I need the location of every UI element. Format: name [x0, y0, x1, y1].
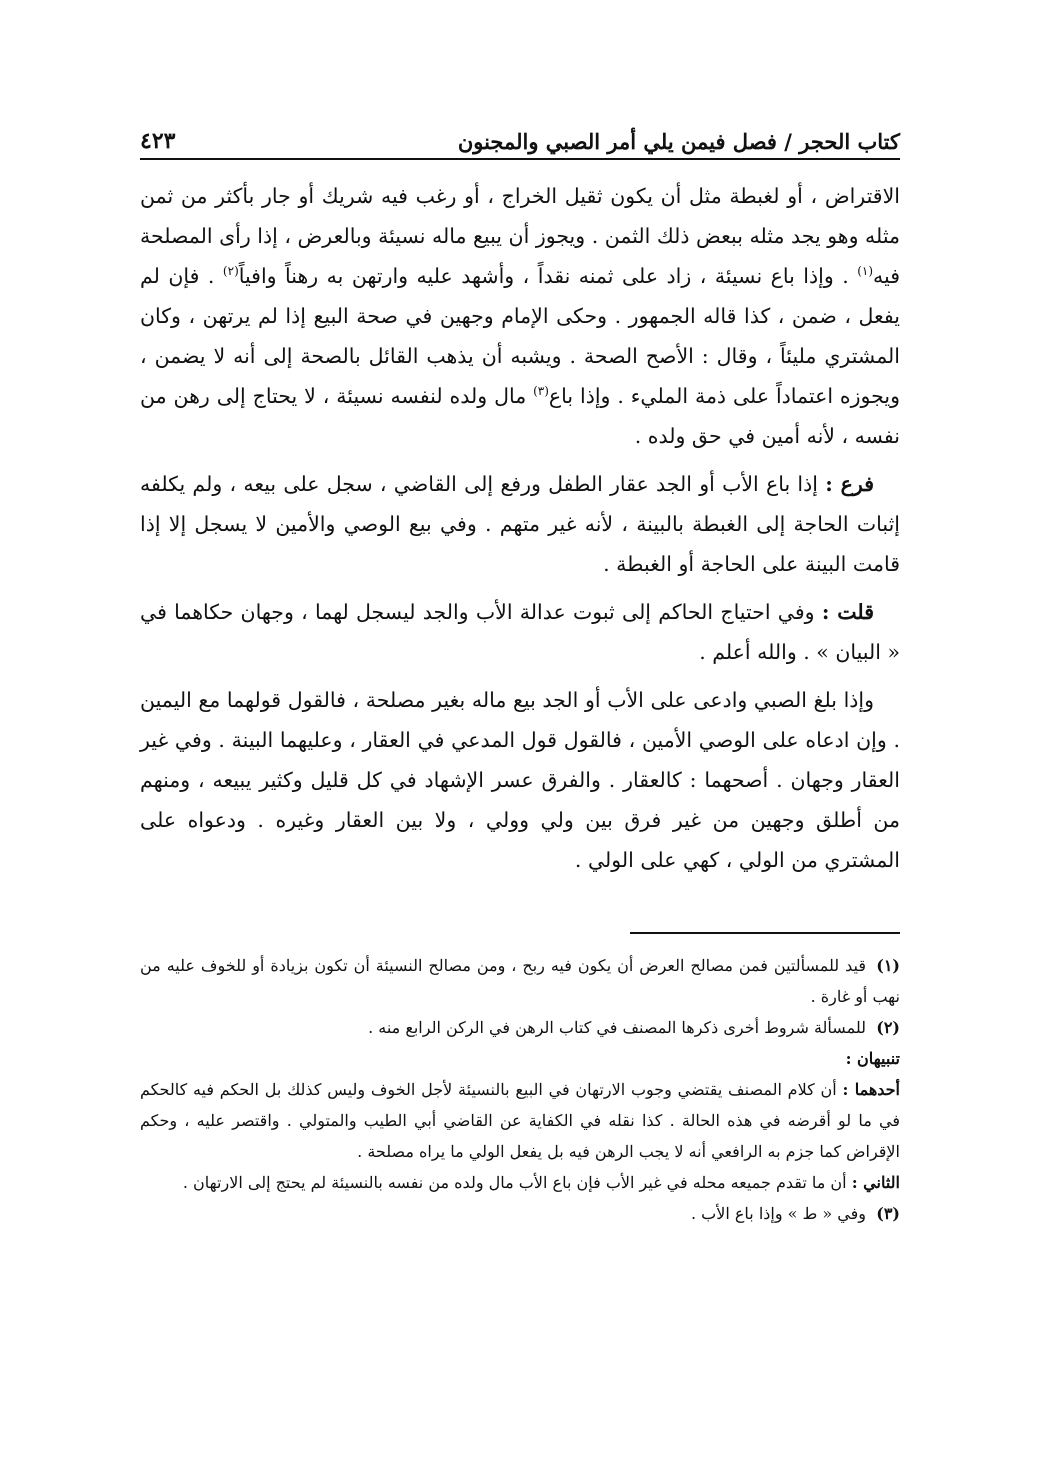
running-title: كتاب الحجر / فصل فيمن يلي أمر الصبي والمجنون — [457, 129, 900, 154]
paragraph-2-text: إذا باع الأب أو الجد عقار الطفل ورفع إلى القاضي ، سجل على بيعه ، ولم يكلفه إثبات الحاجة إلى الغبطة بالبينة ، لأنه غير متهم . وفي بيع الوصي والأمين لا يسجل إلا إذا قامت البينة على الحاجة أو الغبطة . — [140, 472, 900, 576]
footnote-2-first-text: أن كلام المصنف يقتضي وجوب الارتهان في البيع بالنسيئة لأجل الخوف وليس كذلك بل الحكم فيه كالحكم في ما لو أقرضه في هذه الحالة . كذا نقله في الكفاية عن القاضي أبي الطيب والمتولي . واقتصر عليه ، وحكم الإقراض كما جزم به الرافعي أنه لا يجب الرهن فيه بل يفعل الولي ما يراه مصلحة . — [140, 1080, 900, 1161]
footnote-3 — [140, 1198, 900, 1229]
paragraph-3-lead: قلت : — [821, 600, 874, 624]
footnote-2-heading — [140, 1043, 900, 1074]
footnote-1 — [140, 950, 900, 1012]
footnote-2-first-lead: أحدهما : — [842, 1080, 900, 1099]
paragraph-3 — [140, 592, 900, 672]
footnote-2-second — [140, 1167, 900, 1198]
footnote-3-number: (٣) — [876, 1204, 900, 1223]
paragraph-2 — [140, 464, 900, 584]
footnote-2-text: للمسألة شروط أخرى ذكرها المصنف في كتاب الرهن في الركن الرابع منه . — [368, 1018, 866, 1037]
footnote-3-text: وفي « ط » وإذا باع الأب . — [690, 1204, 866, 1223]
footnote-2-number: (٢) — [876, 1018, 900, 1037]
footnotes — [140, 950, 900, 1229]
paragraph-1-text-a: الاقتراض ، أو لغبطة مثل أن يكون ثقيل الخراج ، أو رغب فيه شريك أو جار بأكثر من ثمن مثله وهو يجد مثله ببعض ذلك الثمن . ويجوز أن يبيع ماله نسيئة وبالعرض ، إذا رأى المصلحة فيه — [140, 184, 900, 288]
running-header — [140, 120, 900, 160]
paragraph-3-text: وفي احتياج الحاكم إلى ثبوت عدالة الأب والجد ليسجل لهما ، وجهان حكاهما في « البيان » . والله أعلم . — [140, 600, 900, 664]
page-number: ٤٢٣ — [140, 128, 176, 154]
paragraph-1 — [140, 176, 900, 456]
footnote-ref-2: (٢) — [222, 264, 239, 279]
footnote-ref-3: (٣) — [533, 384, 549, 399]
paragraph-1-text-d: مال ولده لنفسه نسيئة ، لا يحتاج إلى رهن من نفسه ، لأنه أمين في حق ولده . — [140, 384, 900, 448]
footnote-separator — [630, 932, 900, 934]
footnote-2 — [140, 1012, 900, 1043]
paragraph-2-lead: فرع : — [825, 472, 875, 496]
footnote-2-first — [140, 1074, 900, 1167]
footnote-ref-1: (١) — [857, 264, 874, 279]
footnote-1-text: قيد للمسألتين فمن مصالح العرض أن يكون فيه ربح ، ومن مصالح النسيئة أن تكون بزيادة أو للخوف عليه من نهب أو غارة . — [140, 956, 900, 1006]
main-text — [140, 176, 900, 888]
paragraph-4 — [140, 680, 900, 880]
footnote-1-number: (١) — [876, 956, 900, 975]
paragraph-1-text-b: . وإذا باع نسيئة ، زاد على ثمنه نقداً ، وأشهد عليه وارتهن به رهناً وافياً — [238, 264, 858, 288]
paragraph-1-text-c: . فإن لم يفعل ، ضمن ، كذا قاله الجمهور . وحكى الإمام وجهين في صحة البيع إذا لم يرتهن ، وكان المشتري مليئاً ، وقال : الأصح الصحة . ويشبه أن يذهب القائل بالصحة إلى أنه لا يضمن ، ويجوزه اعتماداً على ذمة المليء . وإذا باع — [140, 264, 900, 408]
footnote-2-second-lead: الثاني : — [851, 1173, 900, 1192]
footnote-2-second-text: أن ما تقدم جميعه محله في غير الأب فإن باع الأب مال ولده من نفسه بالنسيئة لم يحتج إلى الارتهان . — [182, 1173, 852, 1192]
footnote-2-heading-text: تنبيهان : — [845, 1049, 900, 1068]
paragraph-4-text: وإذا بلغ الصبي وادعى على الأب أو الجد بيع ماله بغير مصلحة ، فالقول قولهما مع اليمين . وإن ادعاه على الوصي الأمين ، فالقول قول المدعي في العقار ، وعليهما البينة . وفي غير العقار وجهان . أصحهما : كالعقار . والفرق عسر الإشهاد في كل قليل وكثير يبيعه ، ومنهم من أطلق وجهين من غير فرق بين ولي وولي ، ولا بين العقار وغيره . ودعواه على المشتري من الولي ، كهي على الولي . — [140, 688, 900, 872]
